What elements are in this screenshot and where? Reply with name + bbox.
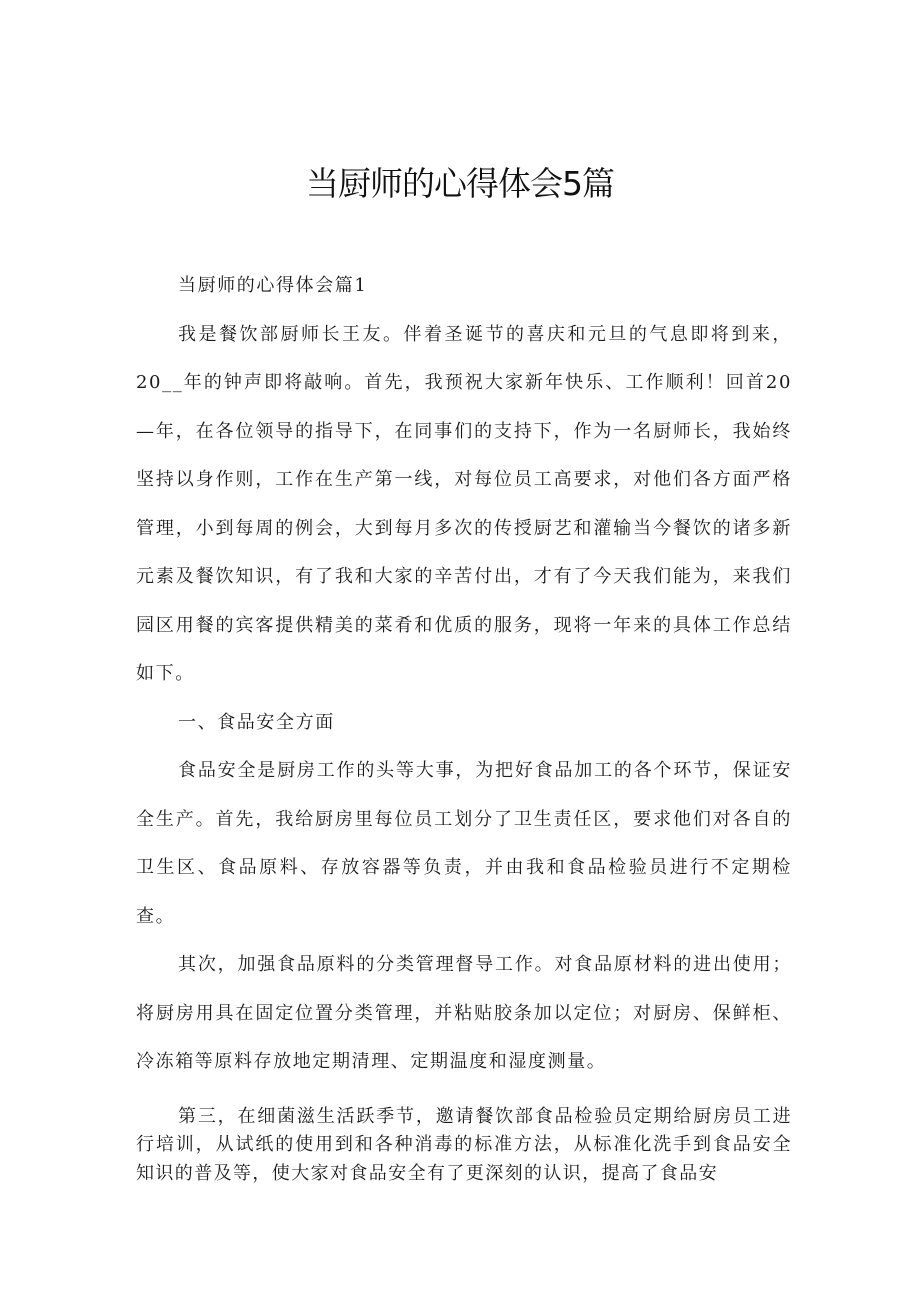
subsection-heading-food-safety: 一、食品安全方面 [178, 711, 335, 733]
paragraph-food-safety-third: 第三，在细菌滋生活跃季节，邀请餐饮部食品检验员定期给厨房员工进行培训，从试纸的使用到和各种消毒的标准方法，从标准化洗手到食品安全知识的普及等，使大家对食品安全有了更深刻的认识，提高了食品安 [136, 1105, 792, 1184]
document-title: 当厨师的心得体会5篇 [306, 164, 614, 203]
paragraph-food-safety-second: 其次，加强食品原料的分类管理督导工作。对食品原材料的进出使用；将厨房用具在固定位置分类管理，并粘贴胶条加以定位；对厨房、保鲜柜、冷冻箱等原料存放地定期清理、定期温度和湿度测量。 [136, 954, 792, 1072]
document-body [136, 262, 792, 1188]
section-title: 当厨师的心得体会篇1 [178, 275, 368, 296]
paragraph-food-safety-first: 食品安全是厨房工作的头等大事，为把好食品加工的各个环节，保证安全生产。首先，我给厨房里每位员工划分了卫生责任区，要求他们对各自的卫生区、食品原料、存放容器等负责，并由我和食品检验员进行不定期检查。 [136, 760, 792, 927]
paragraph-intro: 我是餐饮部厨师长王友。伴着圣诞节的喜庆和元旦的气息即将到来，20__年的钟声即将敲响。首先，我预祝大家新年快乐、工作顺利！回首20—年，在各位领导的指导下，在同事们的支持下，作为一名厨师长，我始终坚持以身作则，工作在生产第一线，对每位员工高要求，对他们各方面严格管理，小到每周的例会，大到每月多次的传授厨艺和灌输当今餐饮的诸多新元素及餐饮知识，有了我和大家的辛苦付出，才有了今天我们能为，来我们园区用餐的宾客提供精美的菜肴和优质的服务，现将一年来的具体工作总结如下。 [136, 323, 792, 684]
